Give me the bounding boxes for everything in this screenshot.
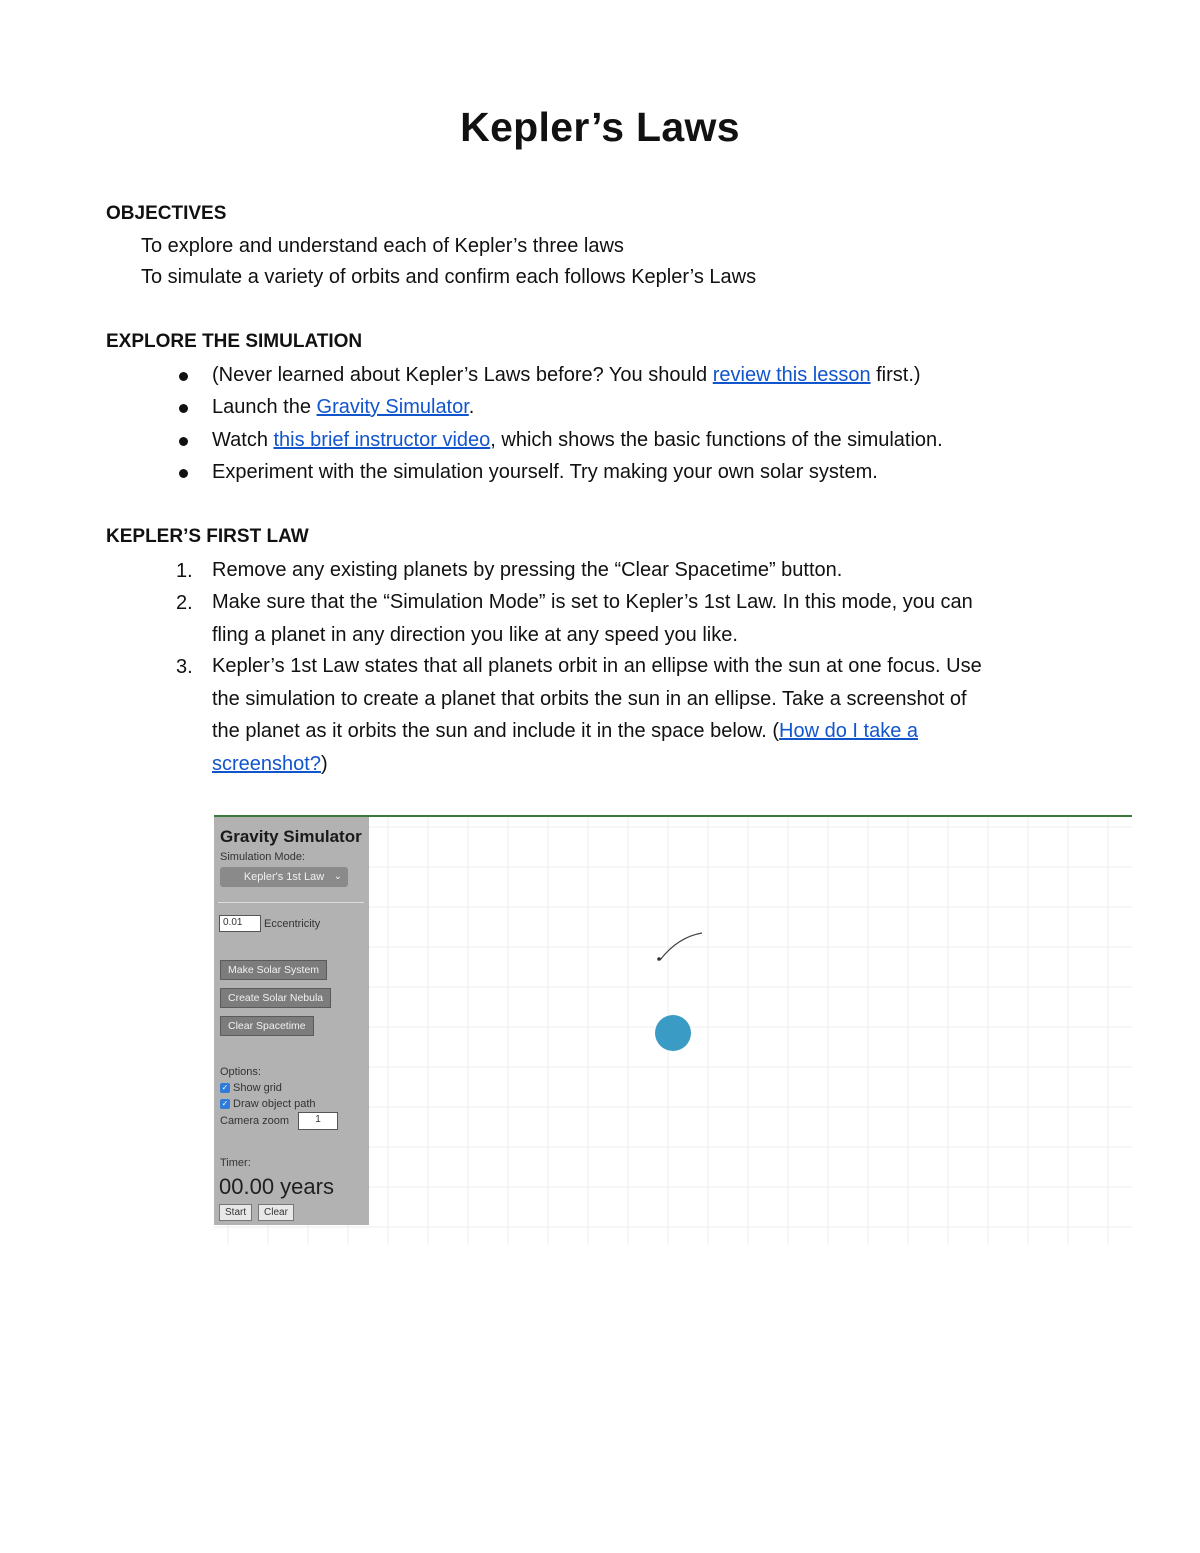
show-grid-checkbox[interactable]: ✓: [221, 1083, 229, 1092]
planet: [657, 957, 661, 961]
objectives-heading: OBJECTIVES: [106, 203, 227, 224]
draw-path-checkbox[interactable]: ✓: [221, 1099, 229, 1108]
bullet-icon: [179, 437, 188, 446]
chevron-down-icon: ⌄: [333, 871, 342, 882]
list-number: 1.: [176, 560, 193, 582]
first-law-step-3: [212, 650, 1072, 780]
create-solar-nebula-button[interactable]: Create Solar Nebula: [220, 988, 331, 1008]
step-line: the planet as it orbits the sun and include it in the space below. (: [212, 720, 780, 742]
explore-item-video: [212, 424, 1072, 457]
simulation-mode-value: Kepler's 1st Law: [243, 871, 325, 883]
first-law-heading: KEPLER’S FIRST LAW: [106, 526, 309, 547]
simulator-screenshot: [214, 815, 1132, 1245]
simulator-title: Gravity Simulator: [220, 827, 362, 846]
timer-clear-button[interactable]: Clear: [258, 1204, 294, 1221]
objective-item: To explore and understand each of Kepler’s three laws: [141, 235, 624, 257]
first-law-step-1: Remove any existing planets by pressing the “Clear Spacetime” button.: [212, 559, 843, 581]
list-number: 3.: [176, 656, 193, 678]
screenshot-help-link-cont[interactable]: screenshot?: [212, 752, 321, 775]
eccentricity-label: Eccentricity: [264, 918, 321, 930]
camera-zoom-input[interactable]: 1: [298, 1112, 338, 1130]
explore-text: Experiment with the simulation yourself. Try making your own solar system.: [212, 461, 878, 483]
simulator-control-panel: [214, 817, 369, 1225]
step-line: ): [320, 752, 328, 775]
list-number: 2.: [176, 592, 193, 614]
step-line: the simulation to create a planet that orbits the sun in an ellipse. Take a screenshot of: [212, 687, 967, 710]
timer-value: 00.00 years: [219, 1174, 334, 1199]
options-label: Options:: [220, 1066, 261, 1078]
bullet-icon: [179, 372, 188, 381]
explore-text: Launch the: [212, 396, 317, 418]
explore-text: Watch: [212, 429, 274, 451]
timer-start-button[interactable]: Start: [219, 1204, 252, 1221]
step-line: fling a planet in any direction you like at any speed you like.: [212, 623, 738, 646]
camera-zoom-label: Camera zoom: [220, 1115, 290, 1127]
explore-text: first.): [870, 364, 921, 386]
step-line: Kepler’s 1st Law states that all planets orbit in an ellipse with the sun at one focus. Use: [212, 655, 982, 677]
bullet-icon: [179, 469, 188, 478]
timer-label: Timer:: [220, 1157, 251, 1169]
make-solar-system-button[interactable]: Make Solar System: [220, 960, 327, 980]
first-law-step-2: [212, 586, 1072, 651]
simulation-mode-label: Simulation Mode:: [220, 851, 305, 863]
clear-spacetime-button[interactable]: Clear Spacetime: [220, 1016, 314, 1036]
eccentricity-input[interactable]: 0.01: [219, 915, 261, 932]
explore-text: , which shows the basic functions of the simulation.: [490, 429, 943, 451]
draw-path-label: Draw object path: [233, 1098, 316, 1110]
screenshot-help-link[interactable]: How do I take a: [779, 720, 918, 742]
explore-item-experiment: [212, 456, 1072, 489]
page-title: Kepler’s Laws: [460, 104, 740, 150]
instructor-video-link[interactable]: this brief instructor video: [273, 429, 491, 451]
objective-item: To simulate a variety of orbits and confirm each follows Kepler’s Laws: [141, 266, 757, 288]
panel-divider: [218, 902, 364, 903]
bullet-icon: [179, 404, 188, 413]
explore-item-review: [212, 359, 1072, 392]
explore-text: .: [468, 396, 475, 418]
step-line: Make sure that the “Simulation Mode” is set to Kepler’s 1st Law. In this mode, you can: [212, 591, 973, 613]
review-lesson-link[interactable]: review this lesson: [712, 364, 871, 386]
explore-item-launch: [212, 391, 1072, 424]
sun-icon: [655, 1015, 691, 1051]
explore-text: (Never learned about Kepler’s Laws before? You should: [212, 364, 713, 386]
gravity-simulator-link[interactable]: Gravity Simulator: [316, 396, 469, 418]
show-grid-label: Show grid: [233, 1082, 282, 1094]
simulation-mode-select[interactable]: [220, 867, 348, 887]
explore-heading: EXPLORE THE SIMULATION: [106, 331, 363, 352]
